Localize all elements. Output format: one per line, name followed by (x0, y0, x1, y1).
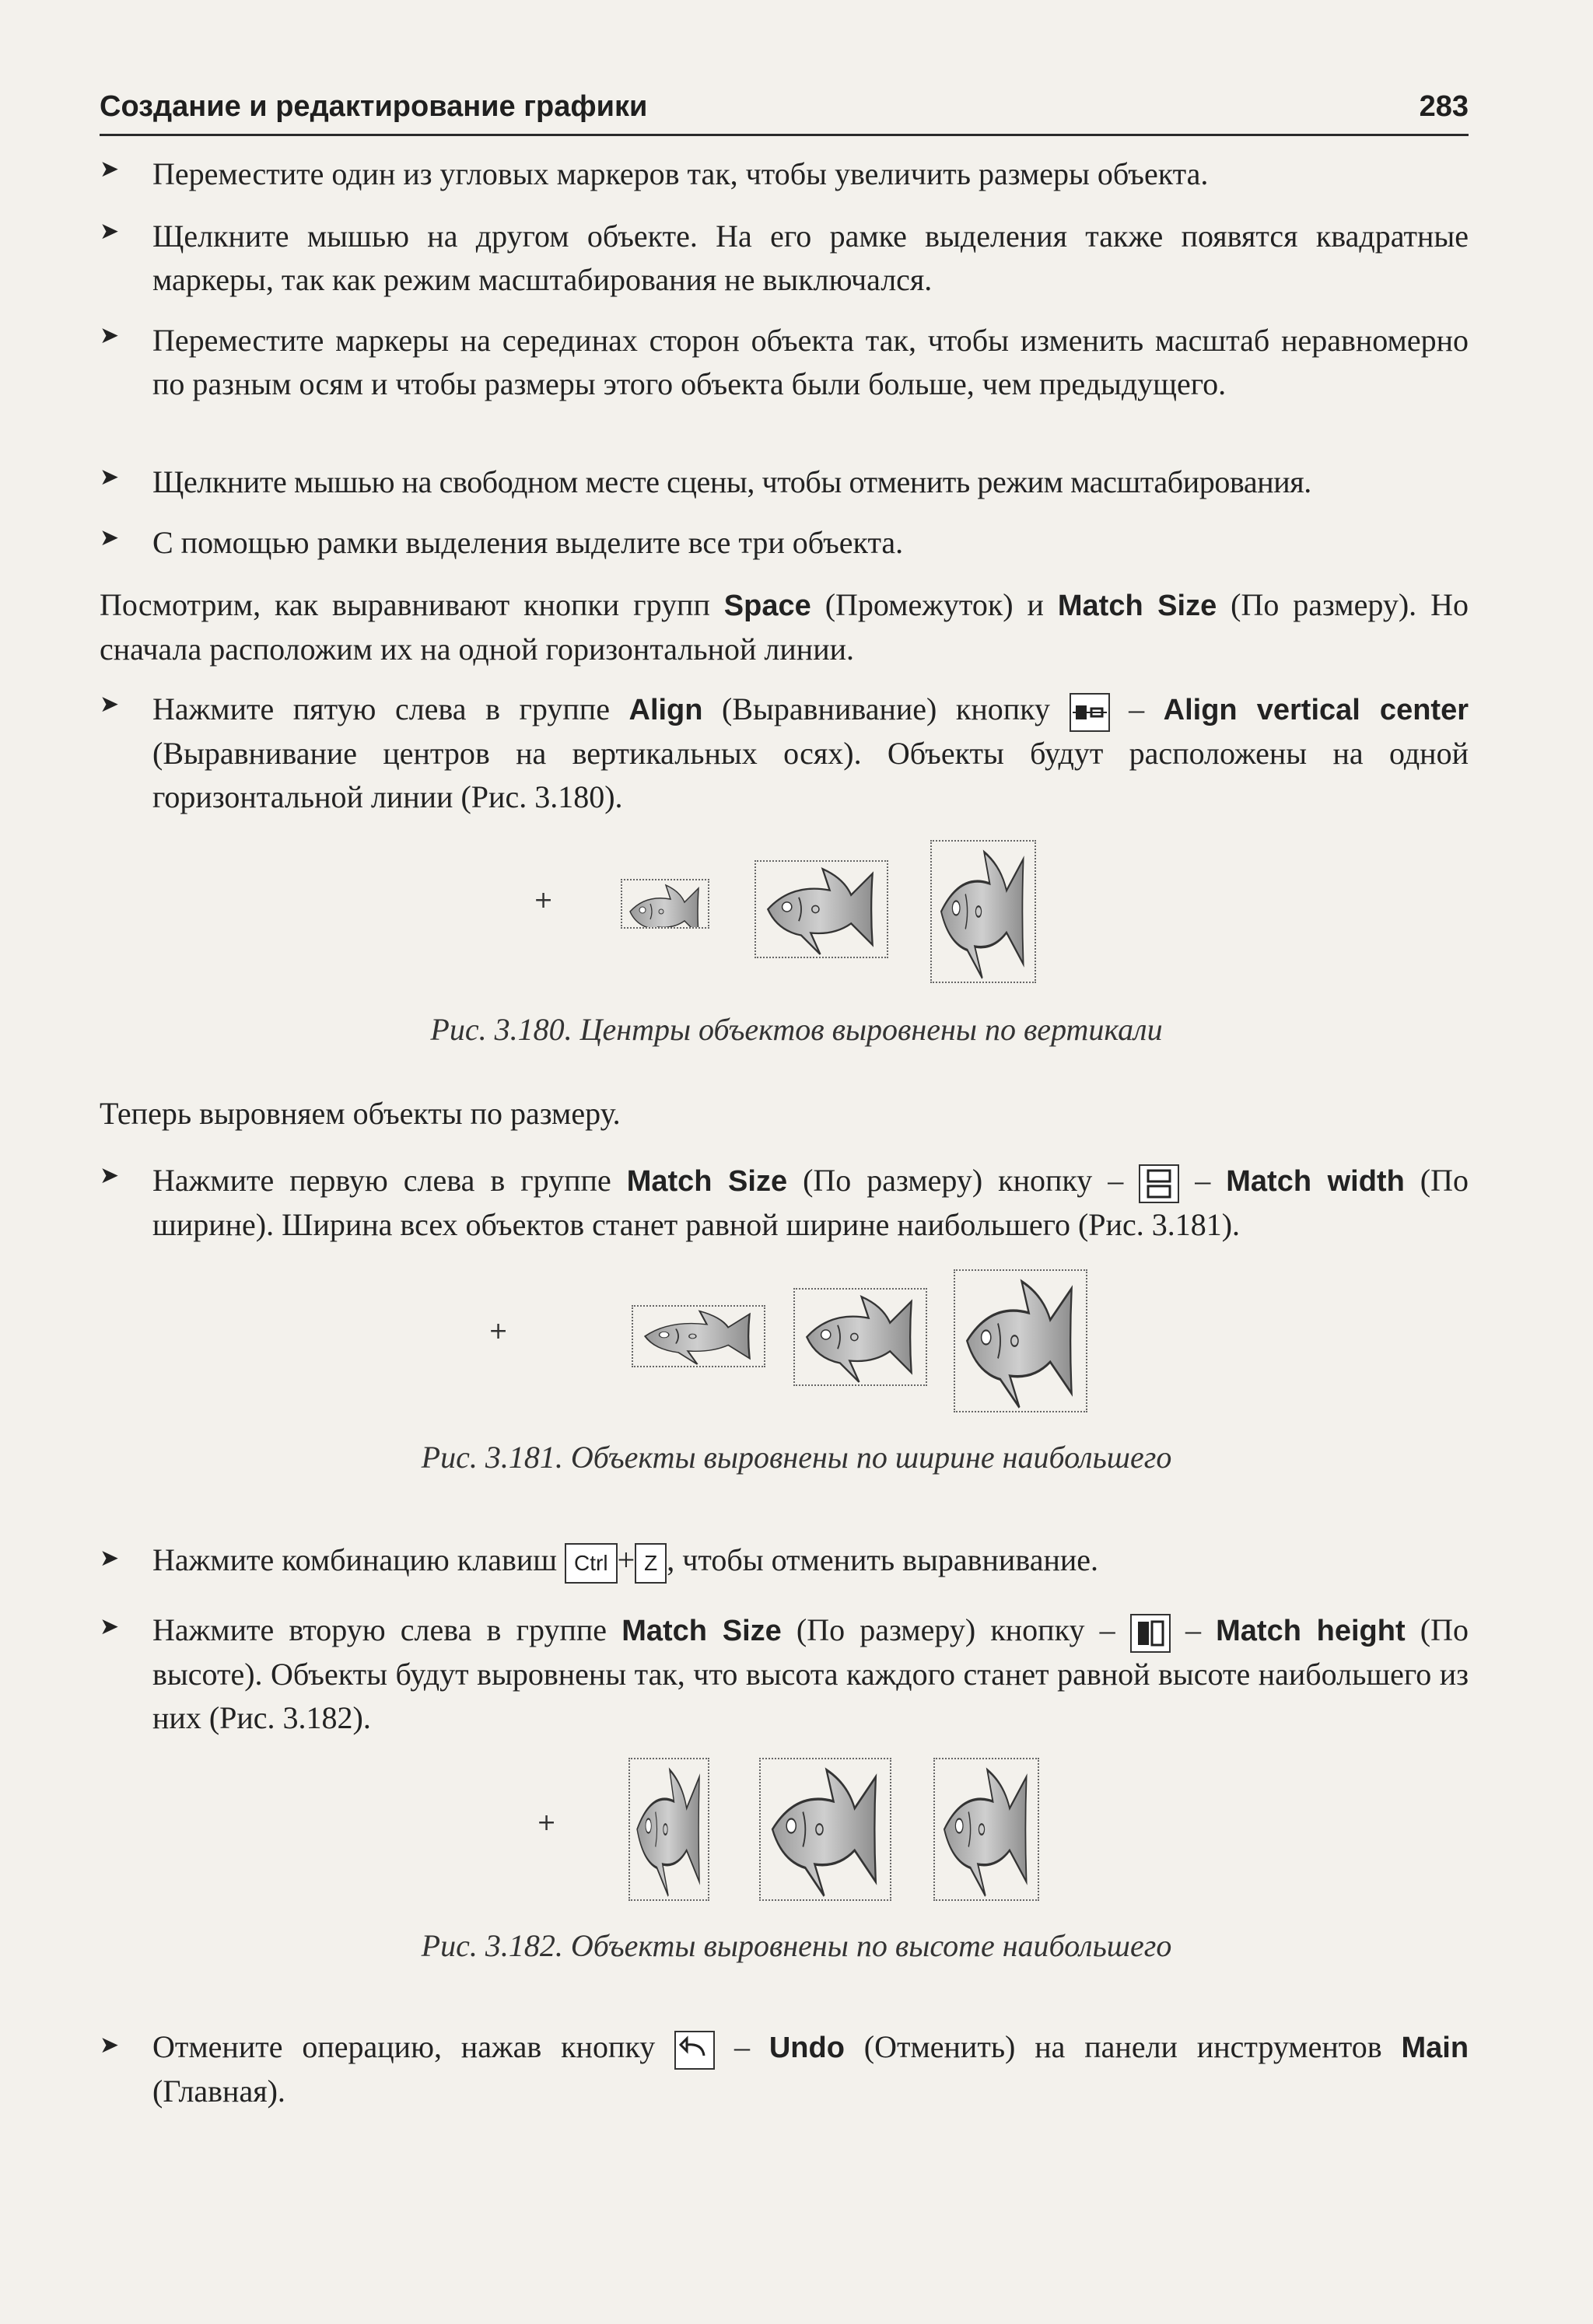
bullet-arrow-icon: ➤ (100, 691, 120, 718)
fish-object (933, 1758, 1039, 1901)
list-item: Щелкните мышью на свободном месте сцены, чтобы отменить режим масштабирования. (152, 464, 1311, 499)
z-key: Z (635, 1543, 667, 1584)
fish-object (930, 840, 1036, 983)
list-item: Отмените операцию, нажав кнопку – Undo (Отменить) на панели инструментов Main (Главная). (152, 2029, 1469, 2109)
list-item: Нажмите первую слева в группе Match Size (По размеру) кнопку – – Match width (По ширине). Ширина всех объектов станет равной ширине наибольшего (Рис. 3.181). (152, 1163, 1469, 1242)
origin-marker-icon: + (537, 1809, 557, 1836)
fish-object (759, 1758, 891, 1901)
fish-object (632, 1305, 765, 1367)
figure-caption: Рис. 3.180. Центры объектов выровнены по вертикали (430, 1012, 1163, 1047)
origin-marker-icon: + (534, 887, 554, 914)
bullet-arrow-icon: ➤ (100, 524, 120, 551)
chapter-title: Создание и редактирование графики (100, 90, 648, 123)
figure-caption: Рис. 3.182. Объекты выровнены по высоте наибольшего (421, 1928, 1172, 1963)
figure-caption: Рис. 3.181. Объекты выровнены по ширине наибольшего (421, 1440, 1172, 1475)
fish-icon (756, 862, 887, 957)
fish-icon (633, 1307, 764, 1366)
list-item: Нажмите пятую слева в группе Align (Выравнивание) кнопку – Align vertical center (Выравнивание центров на вертикальных осях). Объекты будут расположены на одной горизонтальной линии (Рис. 3.180). (152, 691, 1469, 814)
list-item: Нажмите вторую слева в группе Match Size (По размеру) кнопку – – Match height (По высоте). Объекты будут выровнены так, что высота каждого станет равной высоте наибольшего из них (Рис. 3.182). (152, 1612, 1469, 1735)
fish-object (621, 879, 709, 929)
fish-icon (761, 1759, 890, 1899)
bullet-arrow-icon: ➤ (100, 2032, 120, 2059)
bullet-arrow-icon: ➤ (100, 218, 120, 245)
list-item: Нажмите комбинацию клавиш Ctrl + Z , чтобы отменить выравнивание. (152, 1538, 1469, 1584)
match-width-icon (1139, 1164, 1179, 1203)
fish-object (954, 1269, 1087, 1412)
figure-3-181 (0, 1260, 1593, 1416)
paragraph: Посмотрим, как выравнивают кнопки групп Space (Промежуток) и Match Size (По размеру). Но сначала расположим их на одной горизонтальной линии. (100, 587, 1469, 667)
figure-3-182 (0, 1750, 1593, 1906)
fish-icon (622, 880, 708, 927)
fish-object (793, 1288, 927, 1386)
bullet-arrow-icon: ➤ (100, 1545, 120, 1572)
bullet-arrow-icon: ➤ (100, 156, 120, 183)
origin-marker-icon: + (488, 1318, 509, 1345)
match-height-icon (1130, 1614, 1171, 1653)
align-vertical-center-icon (1070, 693, 1110, 732)
list-item: Щелкните мышью на другом объекте. На его рамке выделения также появятся квадратные маркеры, так как режим масштабирования не выключался. (152, 219, 1469, 297)
running-header (100, 87, 1469, 136)
undo-icon (674, 2031, 715, 2070)
fish-icon (932, 842, 1035, 982)
bullet-arrow-icon: ➤ (100, 1613, 120, 1640)
page-number: 283 (1419, 90, 1469, 123)
paragraph: Теперь выровняем объекты по размеру. (100, 1096, 621, 1131)
fish-icon (955, 1271, 1086, 1411)
bullet-arrow-icon: ➤ (100, 1162, 120, 1189)
bullet-arrow-icon: ➤ (100, 322, 120, 349)
fish-icon (935, 1759, 1038, 1899)
fish-object (754, 860, 888, 958)
fish-object (628, 1758, 709, 1901)
bullet-arrow-icon: ➤ (100, 464, 120, 491)
figure-3-180 (0, 832, 1593, 988)
fish-icon (795, 1290, 926, 1384)
list-item: С помощью рамки выделения выделите все три объекта. (152, 525, 904, 560)
fish-icon (630, 1759, 708, 1899)
list-item: Переместите один из угловых маркеров так, чтобы увеличить размеры объекта. (152, 156, 1209, 191)
ctrl-key: Ctrl (565, 1543, 618, 1584)
list-item: Переместите маркеры на серединах сторон объекта так, чтобы изменить масштаб неравномерно по разным осям и чтобы размеры этого объекта были больше, чем предыдущего. (152, 323, 1469, 401)
